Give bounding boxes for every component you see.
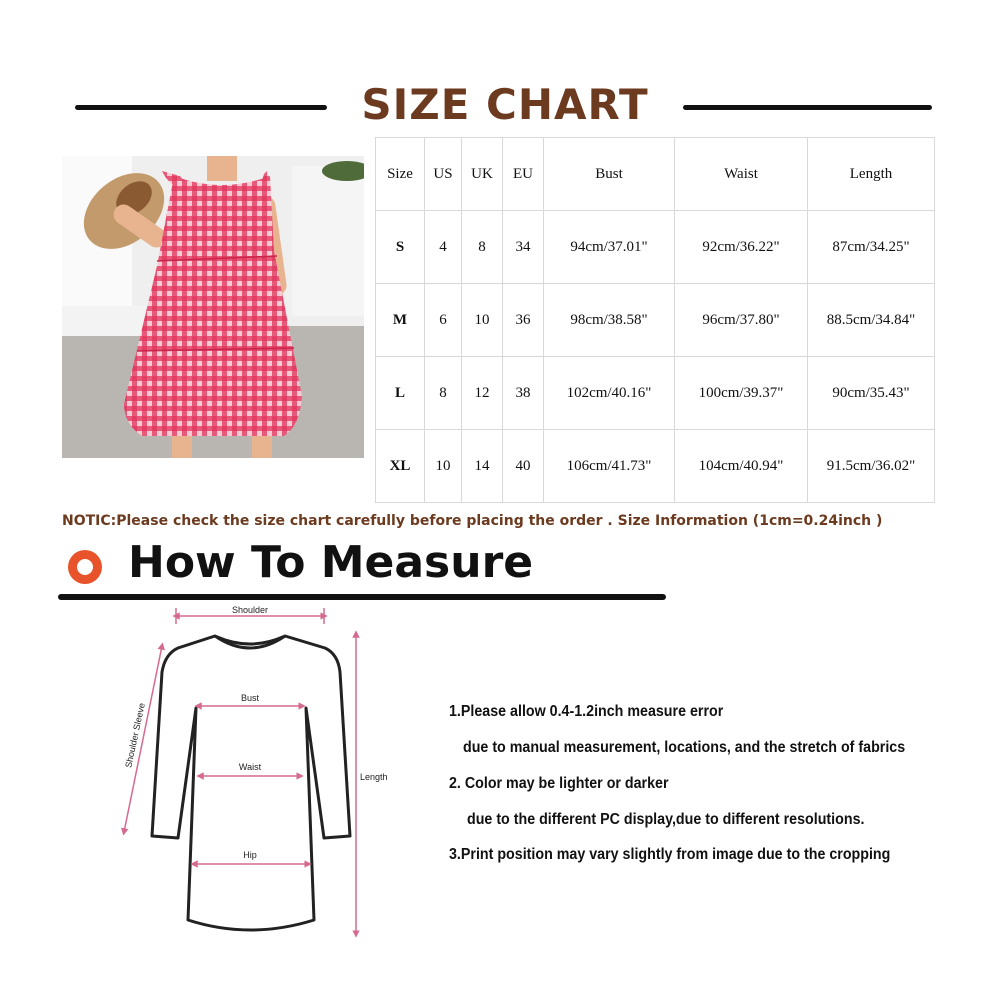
bust-label: Bust — [240, 693, 260, 703]
table-cell: 100cm/39.37" — [675, 357, 808, 430]
table-cell: 96cm/37.80" — [675, 284, 808, 357]
header-rule-left — [75, 105, 327, 110]
measure-note: 2. Color may be lighter or darker — [449, 775, 669, 792]
shoulder-label: Shoulder — [231, 605, 269, 615]
sleeve-label: Shoulder Sleeve — [123, 702, 147, 769]
table-cell: XL — [376, 430, 425, 503]
table-row — [376, 211, 935, 284]
measurement-diagram — [110, 600, 400, 945]
size-table — [375, 137, 935, 503]
table-cell: 88.5cm/34.84" — [808, 284, 935, 357]
table-row — [376, 284, 935, 357]
table-cell: 8 — [462, 211, 503, 284]
table-cell: 6 — [425, 284, 462, 357]
table-cell: 10 — [462, 284, 503, 357]
measure-note: 3.Print position may vary slightly from image due to the cropping — [449, 846, 891, 863]
table-row — [376, 357, 935, 430]
column-header: UK — [462, 138, 503, 211]
column-header: Bust — [544, 138, 675, 211]
table-cell: 98cm/38.58" — [544, 284, 675, 357]
table-cell: 92cm/36.22" — [675, 211, 808, 284]
page-title: SIZE CHART — [361, 80, 649, 129]
table-cell: 4 — [425, 211, 462, 284]
table-cell: 87cm/34.25" — [808, 211, 935, 284]
table-cell: L — [376, 357, 425, 430]
table-cell: 91.5cm/36.02" — [808, 430, 935, 503]
length-label: Length — [360, 772, 388, 782]
waist-label: Waist — [238, 762, 262, 772]
table-cell: M — [376, 284, 425, 357]
table-cell: 34 — [503, 211, 544, 284]
dress-outline — [152, 636, 350, 930]
column-header: EU — [503, 138, 544, 211]
table-row — [376, 430, 935, 503]
table-cell: 38 — [503, 357, 544, 430]
table-cell: 36 — [503, 284, 544, 357]
table-cell: S — [376, 211, 425, 284]
model-illustration — [62, 156, 364, 458]
column-header: Size — [376, 138, 425, 211]
table-cell: 90cm/35.43" — [808, 357, 935, 430]
size-notice: NOTIC:Please check the size chart carefully before placing the order . Size Information (1cm=0.24inch ) — [62, 513, 883, 529]
column-header: Waist — [675, 138, 808, 211]
column-header: Length — [808, 138, 935, 211]
table-cell: 14 — [462, 430, 503, 503]
table-cell: 94cm/37.01" — [544, 211, 675, 284]
table-cell: 102cm/40.16" — [544, 357, 675, 430]
product-photo — [62, 156, 364, 458]
measure-note: due to manual measurement, locations, and the stretch of fabrics — [463, 739, 906, 756]
table-cell: 40 — [503, 430, 544, 503]
table-cell: 12 — [462, 357, 503, 430]
measure-note: due to the different PC display,due to different resolutions. — [467, 811, 865, 828]
header-rule-right — [683, 105, 932, 110]
table-cell: 8 — [425, 357, 462, 430]
column-header: US — [425, 138, 462, 211]
table-cell: 10 — [425, 430, 462, 503]
table-header-row — [376, 138, 935, 211]
hip-label: Hip — [243, 850, 257, 860]
measure-note: 1.Please allow 0.4-1.2inch measure error — [449, 703, 724, 720]
table-cell: 106cm/41.73" — [544, 430, 675, 503]
circle-bullet-icon — [68, 550, 102, 584]
section-heading: How To Measure — [128, 537, 534, 588]
table-cell: 104cm/40.94" — [675, 430, 808, 503]
